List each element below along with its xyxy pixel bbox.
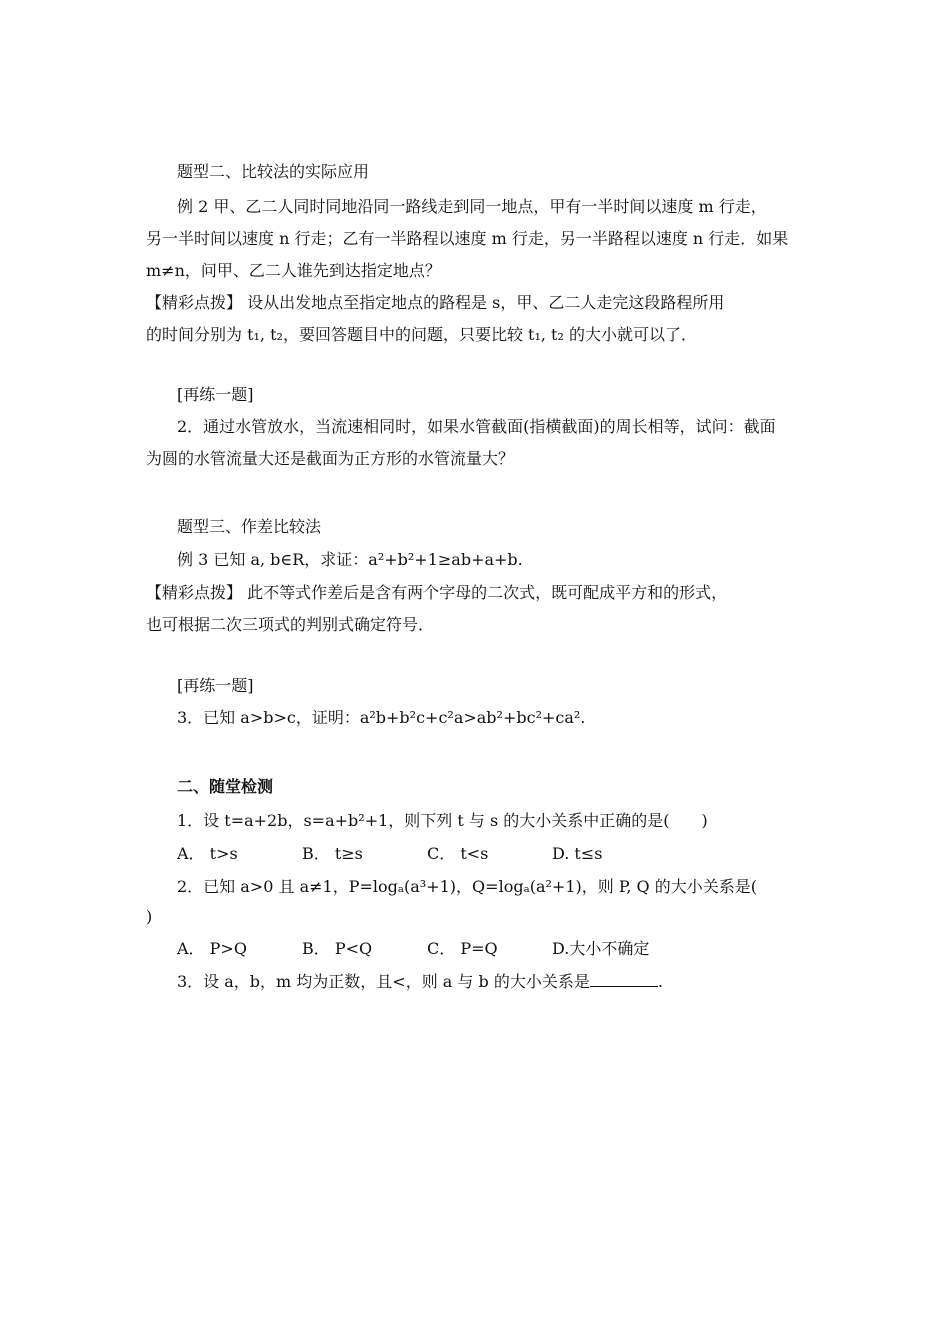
check-q2-options (177, 938, 649, 960)
example2-line2: 另一半时间以速度 n 行走；乙有一半路程以速度 m 行走，另一半路程以速度 n 行走．如果 (146, 229, 789, 248)
practice2-line2: 为圆的水管流量大还是截面为正方形的水管流量大？ (146, 449, 515, 468)
example2-line3: m≠n，问甲、乙二人谁先到达指定地点？ (146, 261, 441, 280)
hint-line1: 【精彩点拨】 设从出发地点至指定地点的路程是 s，甲、乙二人走完这段路程所用 (146, 293, 725, 312)
practice2-line1: 2．通过水管放水，当流速相同时，如果水管截面(指横截面)的周长相等，试问：截面 (177, 417, 776, 436)
check-q2-line2: ) (146, 907, 153, 926)
section-title-type3: 题型三、作差比较法 (177, 517, 322, 536)
section-title-check: 二、随堂检测 (177, 777, 274, 796)
option-d: D. t≤s (552, 844, 603, 863)
practice-header-1: [再练一题] (177, 385, 254, 404)
option-c: C． t<s (427, 844, 489, 863)
answer-blank (590, 972, 658, 987)
hint3-line2: 也可根据二次三项式的判别式确定符号． (146, 615, 435, 634)
hint3-line1: 【精彩点拨】 此不等式作差后是含有两个字母的二次式，既可配成平方和的形式， (146, 583, 728, 602)
check-q3 (177, 971, 663, 993)
example3: 例 3 已知 a, b∈R，求证：a²+b²+1≥ab+a+b. (177, 550, 523, 569)
check-q1: 1．设 t=a+2b，s=a+b²+1，则下列 t 与 s 的大小关系中正确的是( ) (177, 811, 708, 830)
hint-line2: 的时间分别为 t₁, t₂，要回答题目中的问题，只要比较 t₁, t₂ 的大小就可以了． (146, 325, 697, 344)
example2-line1: 例 2 甲、乙二人同时同地沿同一路线走到同一地点，甲有一半时间以速度 m 行走， (177, 197, 767, 216)
section-title-type2: 题型二、比较法的实际应用 (177, 162, 370, 181)
option-a: A． t>s (177, 844, 238, 863)
check-q1-options (177, 843, 602, 865)
check-q3-text: 3．设 a，b，m 均为正数，且<，则 a 与 b 的大小关系是 (177, 972, 590, 991)
check-q3-end: . (657, 972, 663, 991)
option-b: B． t≥s (302, 844, 363, 863)
option-a: A． P>Q (177, 939, 247, 958)
option-b: B． P<Q (302, 939, 373, 958)
practice-header-2: [再练一题] (177, 676, 254, 695)
option-c: C． P=Q (427, 939, 498, 958)
practice3: 3．已知 a>b>c，证明：a²b+b²c+c²a>ab²+bc²+ca². (177, 708, 586, 727)
check-q2-line1: 2．已知 a>0 且 a≠1，P=logₐ(a³+1)，Q=logₐ(a²+1)，则 P, Q 的大小关系是( (177, 877, 757, 896)
option-d: D.大小不确定 (552, 939, 650, 958)
